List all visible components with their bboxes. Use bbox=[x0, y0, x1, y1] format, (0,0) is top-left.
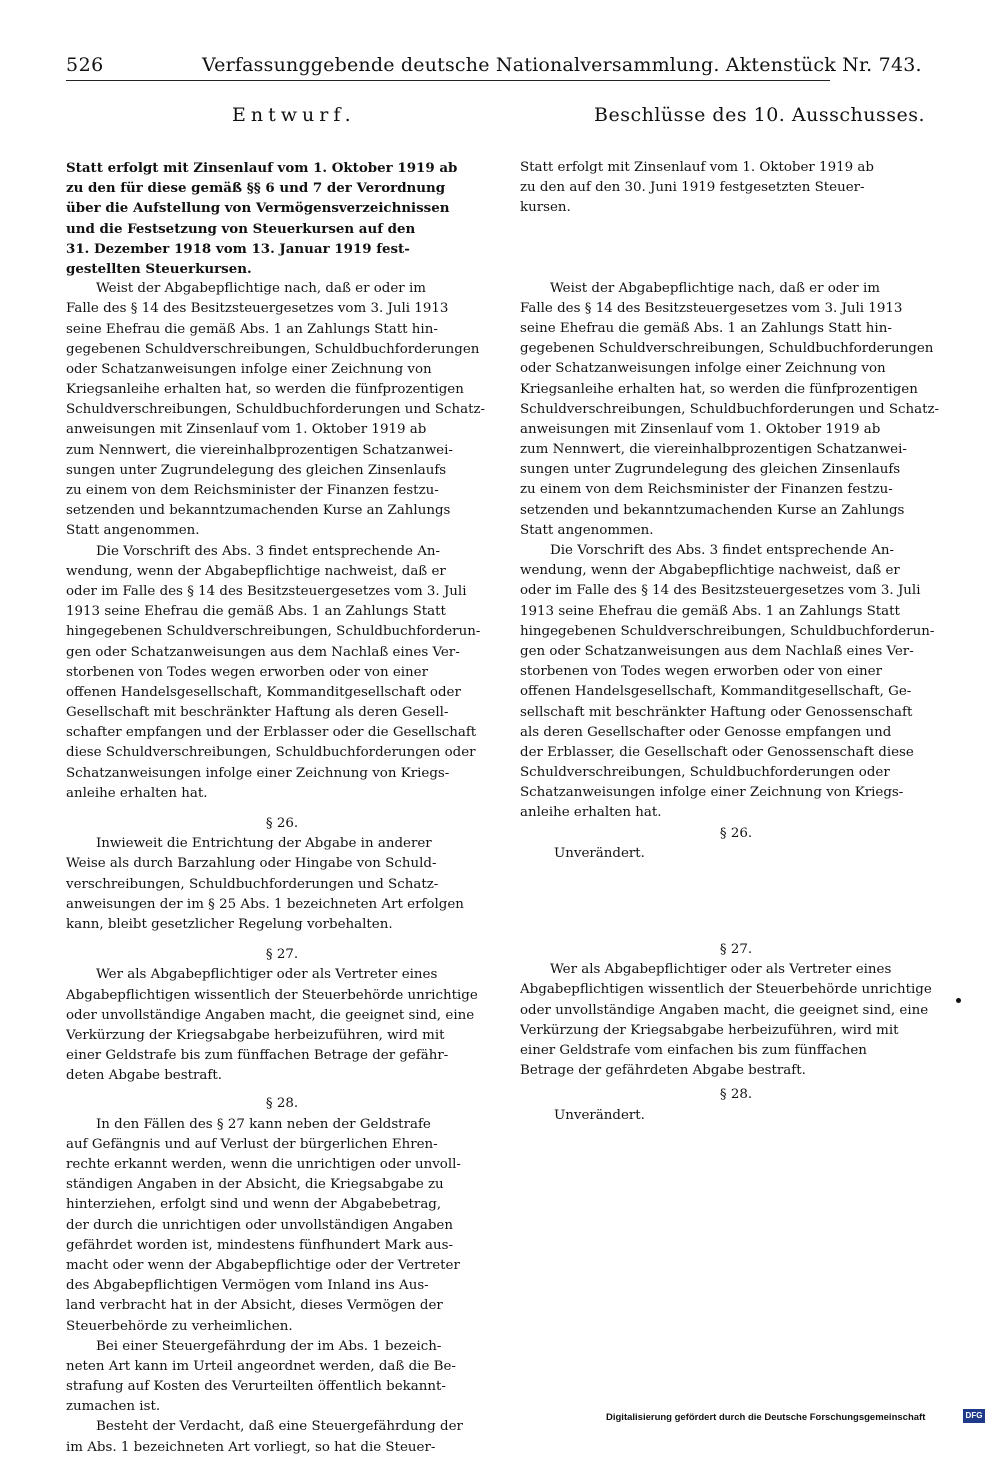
text-line: Schatzanweisungen infolge einer Zeichnung von Kriegs- bbox=[520, 785, 904, 801]
page-header bbox=[66, 54, 922, 81]
text-line: einer Geldstrafe vom einfachen bis zum fünffachen bbox=[520, 1042, 867, 1058]
text-line: Wer als Abgabepflichtiger oder als Vertreter eines bbox=[550, 962, 892, 978]
dfg-logo: DFG bbox=[963, 1409, 985, 1423]
text-line: Weise als durch Barzahlung oder Hingabe von Schuld- bbox=[66, 856, 437, 872]
text-line: storbenen von Todes wegen erworben oder von einer bbox=[66, 664, 428, 680]
text-line: der Erblasser, die Gesellschaft oder Genossenschaft diese bbox=[520, 744, 914, 760]
text-line: gestellten Steuerkursen. bbox=[66, 260, 252, 277]
right-column bbox=[520, 158, 952, 1126]
text-line: kursen. bbox=[520, 200, 571, 216]
text-line: Kriegsanleihe erhalten hat, so werden die fünfprozentigen bbox=[66, 382, 464, 398]
text-line: Schuldverschreibungen, Schuldbuchforderungen oder bbox=[520, 765, 890, 781]
text-line: anweisungen mit Zinsenlauf vom 1. Oktober 1919 ab bbox=[520, 421, 881, 437]
text-line: anweisungen mit Zinsenlauf vom 1. Oktober 1919 ab bbox=[66, 422, 427, 438]
text-line: gegebenen Schuldverschreibungen, Schuldbuchforderungen bbox=[520, 341, 934, 357]
text-line: sellschaft mit beschränkter Haftung oder Genossenschaft bbox=[520, 704, 913, 720]
text-line: neten Art kann im Urteil angeordnet werden, daß die Be- bbox=[66, 1358, 456, 1374]
text-line: kann, bleibt gesetzlicher Regelung vorbehalten. bbox=[66, 916, 393, 932]
text-line: Steuerbehörde zu verheimlichen. bbox=[66, 1318, 293, 1334]
text-line: auf Gefängnis und auf Verlust der bürgerlichen Ehren- bbox=[66, 1136, 438, 1152]
text-line: Bei einer Steuergefährdung der im Abs. 1 bezeich- bbox=[96, 1338, 442, 1354]
text-line: oder unvollständige Angaben macht, die geeignet sind, eine bbox=[66, 1007, 475, 1023]
text-line: Statt angenommen. bbox=[520, 522, 654, 538]
text-line: zu einem von dem Reichsminister der Finanzen festzu- bbox=[520, 482, 893, 498]
text-line: Verkürzung der Kriegsabgabe herbeizuführen, wird mit bbox=[66, 1027, 445, 1043]
right-column-heading: Beschlüsse des 10. Ausschusses. bbox=[594, 104, 925, 126]
text-line: 1913 seine Ehefrau die gemäß Abs. 1 an Zahlungs Statt bbox=[520, 603, 900, 619]
text-line: im Abs. 1 bezeichneten Art vorliegt, so hat die Steuer- bbox=[66, 1439, 436, 1455]
text-line: In den Fällen des § 27 kann neben der Geldstrafe bbox=[96, 1116, 431, 1132]
text-line: zum Nennwert, die viereinhalbprozentigen Schatzanwei- bbox=[520, 442, 907, 458]
text-line: wendung, wenn der Abgabepflichtige nachweist, daß er bbox=[66, 563, 446, 579]
text-line: Falle des § 14 des Besitzsteuergesetzes vom 3. Juli 1913 bbox=[66, 301, 449, 317]
text-line: oder Schatzanweisungen infolge einer Zeichnung von bbox=[520, 361, 886, 377]
text-line: des Abgabepflichtigen Vermögen vom Inland ins Aus- bbox=[66, 1278, 429, 1294]
text-line: hingegebenen Schuldverschreibungen, Schuldbuchforderun- bbox=[520, 623, 935, 639]
text-line: offenen Handelsgesellschaft, Kommanditgesellschaft oder bbox=[66, 684, 461, 700]
text-line: als deren Gesellschafter oder Genosse empfangen und bbox=[520, 724, 892, 740]
text-line: oder Schatzanweisungen infolge einer Zeichnung von bbox=[66, 361, 432, 377]
section-heading: § 26. bbox=[265, 816, 299, 831]
text-line: oder im Falle des § 14 des Besitzsteuergesetzes vom 3. Juli bbox=[66, 583, 467, 599]
text-line: land verbracht hat in der Absicht, dieses Vermögen der bbox=[66, 1298, 443, 1314]
text-line: zumachen ist. bbox=[66, 1399, 161, 1415]
text-line: rechte erkannt werden, wenn die unrichtigen oder unvoll- bbox=[66, 1157, 461, 1172]
text-line: Die Vorschrift des Abs. 3 findet entsprechende An- bbox=[96, 543, 441, 559]
text-line: Statt angenommen. bbox=[66, 523, 200, 539]
text-line: über die Aufstellung von Vermögensverzeichnissen bbox=[66, 200, 450, 217]
text-line: zu den für diese gemäß §§ 6 und 7 der Verordnung bbox=[66, 180, 446, 197]
text-line: gegebenen Schuldverschreibungen, Schuldbuchforderungen bbox=[66, 341, 480, 357]
left-column bbox=[66, 158, 498, 1458]
text-line: Unverändert. bbox=[554, 845, 645, 861]
text-line: macht oder wenn der Abgabepflichtige oder der Vertreter bbox=[66, 1257, 460, 1273]
text-line: offenen Handelsgesellschaft, Kommanditgesellschaft, Ge- bbox=[520, 684, 912, 700]
running-title: Verfassunggebende deutsche Nationalversammlung. Aktenstück Nr. 743. bbox=[202, 54, 922, 76]
section-heading: § 26. bbox=[719, 825, 753, 841]
text-line: 1913 seine Ehefrau die gemäß Abs. 1 an Zahlungs Statt bbox=[66, 604, 446, 620]
section-heading: § 27. bbox=[265, 947, 299, 963]
text-line: Die Vorschrift des Abs. 3 findet entsprechende An- bbox=[550, 543, 895, 558]
print-speck bbox=[956, 998, 961, 1003]
text-line: und die Festsetzung von Steuerkursen auf den bbox=[66, 220, 416, 237]
text-line: Statt erfolgt mit Zinsenlauf vom 1. Oktober 1919 ab bbox=[66, 160, 458, 176]
text-line: der durch die unrichtigen oder unvollständigen Angaben bbox=[66, 1217, 453, 1233]
text-line: Falle des § 14 des Besitzsteuergesetzes vom 3. Juli 1913 bbox=[520, 300, 903, 316]
text-line: Schuldverschreibungen, Schuldbuchforderungen und Schatz- bbox=[66, 402, 486, 418]
text-line: sungen unter Zugrundelegung des gleichen Zinsenlaufs bbox=[66, 462, 447, 478]
text-line: einer Geldstrafe bis zum fünffachen Betrage der gefähr- bbox=[66, 1048, 449, 1064]
text-line: gefährdet worden ist, mindestens fünfhundert Mark aus- bbox=[66, 1237, 454, 1253]
text-line: Weist der Abgabepflichtige nach, daß er oder im bbox=[550, 280, 880, 296]
text-line: Schuldverschreibungen, Schuldbuchforderungen und Schatz- bbox=[520, 401, 940, 417]
text-line: schafter empfangen und der Erblasser oder die Gesellschaft bbox=[66, 725, 477, 741]
text-line: gen oder Schatzanweisungen aus dem Nachlaß eines Ver- bbox=[520, 643, 914, 659]
text-line: zu den auf den 30. Juni 1919 festgesetzten Steuer- bbox=[520, 180, 865, 196]
text-line: Abgabepflichtigen wissentlich der Steuerbehörde unrichtige bbox=[520, 982, 932, 998]
section-heading: § 27. bbox=[719, 942, 753, 957]
text-line: strafung auf Kosten des Verurteilten öffentlich bekannt- bbox=[66, 1379, 446, 1395]
text-line: seine Ehefrau die gemäß Abs. 1 an Zahlungs Statt hin- bbox=[66, 321, 438, 337]
text-line: ständigen Angaben in der Absicht, die Kriegsabgabe zu bbox=[66, 1177, 444, 1193]
text-line: Besteht der Verdacht, daß eine Steuergefährdung der bbox=[96, 1419, 463, 1435]
text-line: Wer als Abgabepflichtiger oder als Vertreter eines bbox=[96, 967, 438, 983]
text-line: sungen unter Zugrundelegung des gleichen Zinsenlaufs bbox=[520, 462, 901, 478]
left-column-heading: Entwurf. bbox=[232, 104, 356, 126]
text-line: Betrage der gefährdeten Abgabe bestraft. bbox=[520, 1063, 806, 1079]
text-line: 31. Dezember 1918 vom 13. Januar 1919 fest- bbox=[66, 240, 410, 257]
text-line: diese Schuldverschreibungen, Schuldbuchforderungen oder bbox=[66, 745, 476, 761]
section-heading: § 28. bbox=[719, 1087, 753, 1103]
text-line: Kriegsanleihe erhalten hat, so werden die fünfprozentigen bbox=[520, 381, 918, 397]
text-line: hinterziehen, erfolgt sind und wenn der Abgabebetrag, bbox=[66, 1197, 442, 1213]
text-line: zum Nennwert, die viereinhalbprozentigen Schatzanwei- bbox=[66, 442, 453, 458]
text-line: zu einem von dem Reichsminister der Finanzen festzu- bbox=[66, 483, 439, 498]
text-line: setzenden und bekanntzumachenden Kurse an Zahlungs bbox=[66, 503, 451, 519]
text-line: Statt erfolgt mit Zinsenlauf vom 1. Oktober 1919 ab bbox=[520, 160, 874, 175]
text-line: hingegebenen Schuldverschreibungen, Schuldbuchforderun- bbox=[66, 624, 481, 640]
text-line: seine Ehefrau die gemäß Abs. 1 an Zahlungs Statt hin- bbox=[520, 320, 892, 336]
text-line: anleihe erhalten hat. bbox=[520, 805, 662, 821]
page-number: 526 bbox=[66, 54, 104, 76]
text-line: verschreibungen, Schuldbuchforderungen und Schatz- bbox=[66, 876, 439, 892]
text-line: Verkürzung der Kriegsabgabe herbeizuführen, wird mit bbox=[520, 1022, 899, 1038]
text-line: setzenden und bekanntzumachenden Kurse an Zahlungs bbox=[520, 502, 905, 518]
text-line: Gesellschaft mit beschränkter Haftung als deren Gesell- bbox=[66, 705, 449, 721]
text-line: storbenen von Todes wegen erworben oder von einer bbox=[520, 664, 882, 680]
text-line: Abgabepflichtigen wissentlich der Steuerbehörde unrichtige bbox=[66, 987, 478, 1003]
text-line: wendung, wenn der Abgabepflichtige nachweist, daß er bbox=[520, 563, 900, 579]
text-line: Inwieweit die Entrichtung der Abgabe in anderer bbox=[96, 836, 432, 852]
text-line: deten Abgabe bestraft. bbox=[66, 1068, 222, 1084]
text-line: anweisungen der im § 25 Abs. 1 bezeichneten Art erfolgen bbox=[66, 896, 464, 912]
text-line: oder im Falle des § 14 des Besitzsteuergesetzes vom 3. Juli bbox=[520, 583, 921, 599]
text-line: anleihe erhalten hat. bbox=[66, 785, 208, 801]
section-heading: § 28. bbox=[265, 1096, 299, 1112]
text-line: Unverändert. bbox=[554, 1107, 645, 1123]
text-line: oder unvollständige Angaben macht, die geeignet sind, eine bbox=[520, 1002, 929, 1018]
footer-credit: Digitalisierung gefördert durch die Deutsche Forschungsgemeinschaft bbox=[606, 1412, 926, 1423]
text-line: Schatzanweisungen infolge einer Zeichnung von Kriegs- bbox=[66, 765, 450, 781]
text-line: gen oder Schatzanweisungen aus dem Nachlaß eines Ver- bbox=[66, 644, 460, 660]
text-line: Weist der Abgabepflichtige nach, daß er oder im bbox=[96, 281, 426, 297]
